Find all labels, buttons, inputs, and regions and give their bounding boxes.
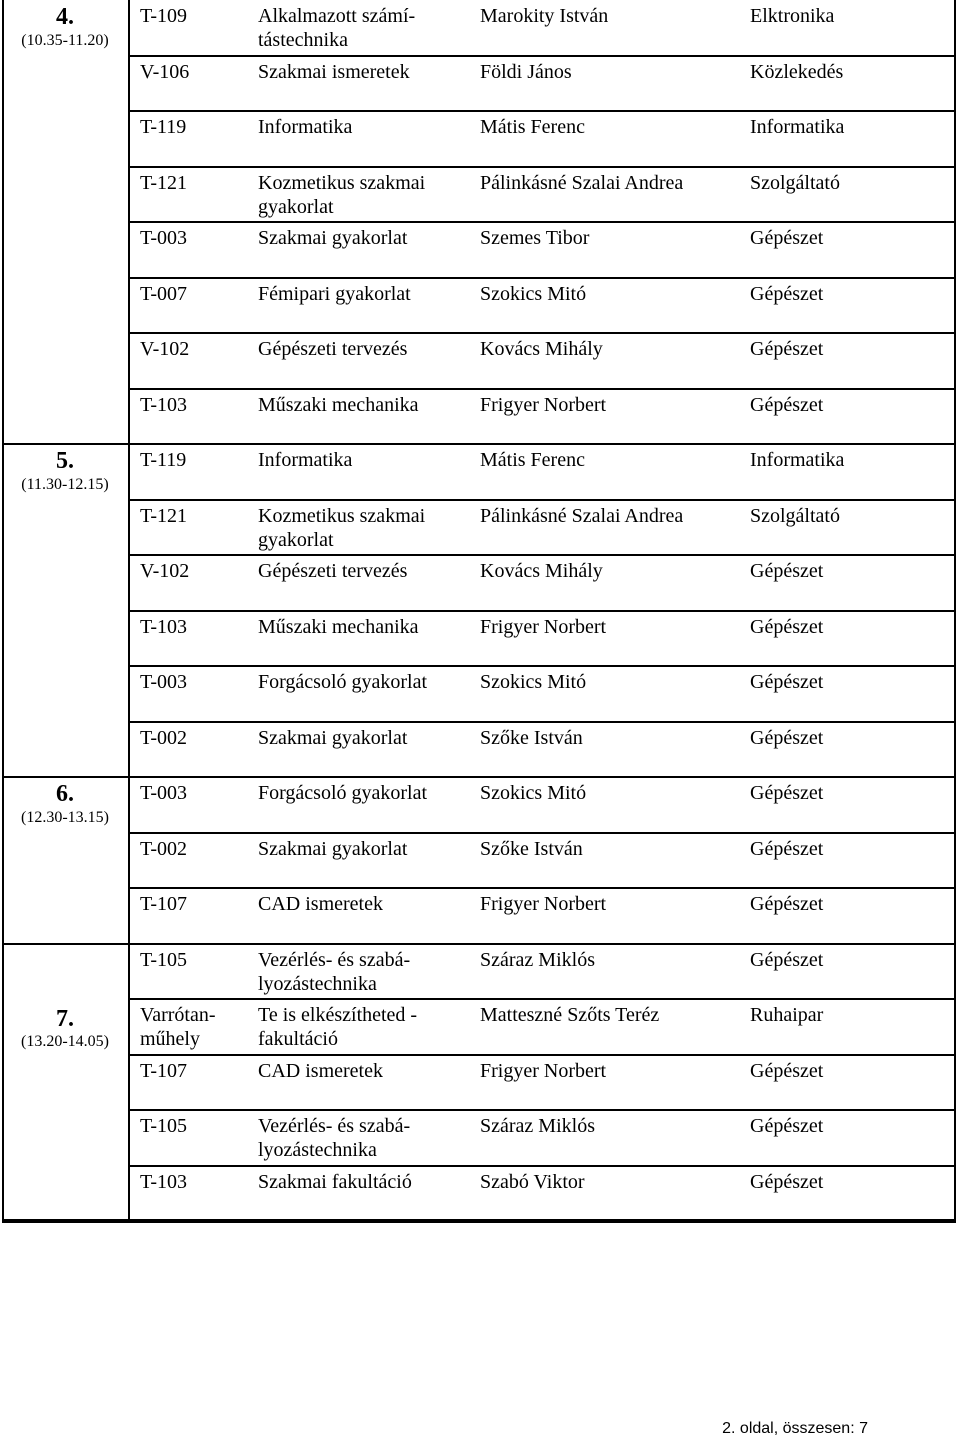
teacher-cell: Pálinkásné Szalai Andrea — [480, 171, 684, 194]
table-row — [130, 611, 956, 667]
table-row — [130, 0, 956, 56]
room-cell: T-119 — [140, 116, 187, 138]
room-cell: T-103 — [140, 1170, 188, 1193]
room-cell: V-106 — [140, 60, 190, 83]
room-cell: T-007 — [140, 282, 188, 305]
room-cell: T-103 — [140, 615, 188, 638]
period-label — [2, 4, 128, 50]
department-cell: Informatika — [750, 449, 845, 471]
subject-cell: Informatika — [258, 449, 353, 471]
period-time: (11.30-12.15) — [21, 475, 109, 493]
room-cell: T-103 — [140, 393, 188, 416]
department-cell: Gépészet — [750, 1170, 824, 1193]
subject-cell: Műszaki mechanika — [258, 615, 419, 638]
period-number: 5. — [56, 448, 74, 474]
department-cell: Elktronika — [750, 5, 835, 27]
subject-cell: Te is elkészítheted - fakultáció — [258, 1004, 418, 1050]
subject-cell: CAD ismeretek — [258, 1059, 383, 1082]
department-cell: Informatika — [750, 116, 845, 138]
table-row — [130, 833, 956, 889]
department-cell: Gépészet — [750, 393, 824, 416]
period-time: (12.30-13.15) — [21, 808, 109, 826]
teacher-cell: Szőke István — [480, 837, 583, 860]
room-cell: T-109 — [140, 5, 188, 27]
department-cell: Szolgáltató — [750, 504, 840, 527]
table-bottom-border — [2, 1219, 956, 1221]
department-cell: Gépészet — [750, 726, 824, 749]
table-row — [130, 1166, 956, 1222]
department-cell: Gépészet — [750, 227, 824, 249]
room-cell: V-102 — [140, 338, 190, 360]
department-cell: Gépészet — [750, 893, 824, 915]
subject-cell: Fémipari gyakorlat — [258, 282, 411, 305]
table-row — [130, 777, 956, 833]
table-row — [130, 444, 956, 500]
subject-cell: Műszaki mechanika — [258, 393, 419, 416]
period-number: 7. — [56, 1005, 74, 1032]
teacher-cell: Frigyer Norbert — [480, 1059, 607, 1082]
table-row — [130, 389, 956, 445]
room-cell: T-107 — [140, 893, 188, 915]
subject-cell: CAD ismeretek — [258, 893, 383, 915]
department-cell: Gépészet — [750, 671, 824, 693]
table-row — [130, 999, 956, 1055]
period-number: 6. — [56, 781, 74, 807]
teacher-cell: Frigyer Norbert — [480, 393, 607, 416]
teacher-cell: Száraz Miklós — [480, 948, 595, 971]
subject-cell: Szakmai gyakorlat — [258, 726, 408, 749]
teacher-cell: Mátis Ferenc — [480, 116, 585, 138]
teacher-cell: Matteszné Szőts Teréz — [480, 1004, 660, 1026]
teacher-cell: Mátis Ferenc — [480, 449, 585, 471]
department-cell: Gépészet — [750, 560, 824, 582]
subject-cell: Kozmetikus szakmai gyakorlat — [258, 171, 426, 218]
subject-cell: Forgácsoló gyakorlat — [258, 782, 428, 804]
teacher-cell: Földi János — [480, 60, 572, 83]
room-cell: Varrótan- műhely — [140, 1004, 216, 1050]
table-row — [130, 333, 956, 389]
room-cell: T-107 — [140, 1059, 188, 1082]
room-cell: T-002 — [140, 837, 188, 860]
subject-cell: Szakmai gyakorlat — [258, 227, 408, 249]
room-cell: T-002 — [140, 726, 188, 749]
period-time: (10.35-11.20) — [21, 31, 109, 49]
department-cell: Gépészet — [750, 837, 824, 860]
period-label — [2, 781, 128, 827]
teacher-cell: Szemes Tibor — [480, 227, 590, 249]
table-row — [130, 1055, 956, 1111]
teacher-cell: Szokics Mitó — [480, 671, 587, 693]
subject-cell: Vezérlés- és szabá- lyozástechnika — [258, 1115, 411, 1161]
department-cell: Ruhaipar — [750, 1004, 824, 1026]
table-row — [130, 111, 956, 167]
room-cell: T-105 — [140, 948, 188, 971]
table-row — [130, 278, 956, 334]
teacher-cell: Marokity István — [480, 5, 609, 27]
department-cell: Közlekedés — [750, 60, 844, 83]
teacher-cell: Szokics Mitó — [480, 282, 587, 305]
teacher-cell: Kovács Mihály — [480, 338, 603, 360]
teacher-cell: Szőke István — [480, 726, 583, 749]
subject-cell: Forgácsoló gyakorlat — [258, 671, 428, 693]
room-cell: T-121 — [140, 171, 188, 194]
table-row — [130, 167, 956, 223]
page-footer: 2. oldal, összesen: 7 — [722, 1420, 868, 1437]
room-cell: T-119 — [140, 449, 187, 471]
table-row — [130, 1110, 956, 1166]
table-row — [130, 888, 956, 944]
table-row — [130, 555, 956, 611]
subject-cell: Informatika — [258, 116, 353, 138]
teacher-cell: Szabó Viktor — [480, 1170, 585, 1193]
teacher-cell: Frigyer Norbert — [480, 615, 607, 638]
room-cell: T-003 — [140, 227, 188, 249]
period-label — [2, 1006, 128, 1052]
table-row — [130, 944, 956, 1000]
subject-cell: Gépészeti tervezés — [258, 338, 408, 360]
teacher-cell: Száraz Miklós — [480, 1115, 595, 1137]
room-cell: T-105 — [140, 1115, 188, 1137]
subject-cell: Vezérlés- és szabá- lyozástechnika — [258, 948, 411, 995]
department-cell: Gépészet — [750, 1059, 824, 1082]
subject-cell: Szakmai ismeretek — [258, 60, 410, 83]
teacher-cell: Szokics Mitó — [480, 782, 587, 804]
room-cell: V-102 — [140, 560, 190, 582]
period-time: (13.20-14.05) — [21, 1033, 109, 1051]
subject-cell: Kozmetikus szakmai gyakorlat — [258, 504, 426, 551]
subject-cell: Szakmai gyakorlat — [258, 837, 408, 860]
department-cell: Gépészet — [750, 782, 824, 804]
subject-cell: Gépészeti tervezés — [258, 560, 408, 582]
period-label — [2, 448, 128, 494]
department-cell: Gépészet — [750, 338, 824, 360]
period-number: 4. — [56, 4, 74, 30]
table-row — [130, 500, 956, 556]
subject-cell: Alkalmazott számí- tástechnika — [258, 5, 416, 51]
room-cell: T-121 — [140, 504, 188, 527]
department-cell: Gépészet — [750, 282, 824, 305]
department-cell: Gépészet — [750, 615, 824, 638]
teacher-cell: Pálinkásné Szalai Andrea — [480, 504, 684, 527]
room-cell: T-003 — [140, 782, 188, 804]
teacher-cell: Kovács Mihály — [480, 560, 603, 582]
subject-cell: Szakmai fakultáció — [258, 1170, 412, 1193]
department-cell: Gépészet — [750, 948, 824, 971]
department-cell: Szolgáltató — [750, 171, 840, 194]
room-cell: T-003 — [140, 671, 188, 693]
department-cell: Gépészet — [750, 1115, 824, 1137]
teacher-cell: Frigyer Norbert — [480, 893, 607, 915]
table-row — [130, 722, 956, 778]
table-row — [130, 222, 956, 278]
table-row — [130, 56, 956, 112]
table-row — [130, 666, 956, 722]
